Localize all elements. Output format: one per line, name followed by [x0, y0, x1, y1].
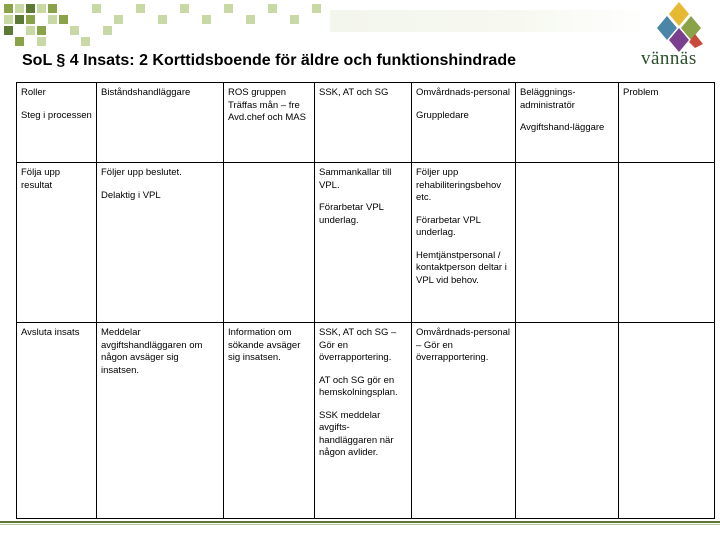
cell-text: Information om sökande avsäger sig insatsen. [228, 327, 301, 363]
page-title: SoL § 4 Insats: 2 Korttidsboende för äldre och funktionshindrade [22, 52, 516, 69]
decorative-square [37, 26, 46, 35]
table-cell [315, 323, 412, 519]
cell-text: Hemtjänstpersonal / kontaktperson deltar i VPL vid behov. [416, 249, 507, 286]
cell-text: Förarbetar VPL underlag. [319, 202, 384, 226]
table-cell [97, 323, 224, 519]
logo-text: vännäs [641, 48, 697, 69]
cell-text: Följa upp resultat [21, 167, 61, 191]
table-cell [224, 323, 315, 519]
cell-text: AT och SG gör en hemskolningsplan. [319, 374, 398, 398]
decorative-square [15, 4, 24, 13]
decorative-square [4, 26, 13, 35]
decorative-square [81, 37, 90, 46]
cell-text: Beläggnings-administratör [520, 87, 576, 111]
decorative-square [92, 4, 101, 13]
table-cell [412, 83, 516, 163]
decorative-square [312, 4, 321, 13]
table-cell [516, 163, 619, 323]
cell-text: Meddelar avgiftshandläggaren om någon avsäger sig insatsen. [101, 327, 203, 376]
cell-text: SSK, AT och SG – Gör en överrapportering. [319, 327, 397, 363]
decorative-square [15, 37, 24, 46]
cell-text: Roller [21, 87, 46, 98]
decorative-square [268, 4, 277, 13]
cell-text: Avsluta insats [21, 327, 80, 338]
decorative-square [15, 15, 24, 24]
table-cell [224, 83, 315, 163]
cell-text: Biståndshandläggare [101, 87, 191, 98]
cell-text: Följer upp rehabiliteringsbehov etc. [416, 167, 502, 203]
decorative-square [26, 26, 35, 35]
decorative-square [4, 4, 13, 13]
table-cell [412, 163, 516, 323]
decorative-square [37, 4, 46, 13]
table-cell [516, 83, 619, 163]
decorative-square [48, 4, 57, 13]
decorative-square [224, 4, 233, 13]
decorative-square [136, 4, 145, 13]
table-row [17, 163, 715, 323]
table-cell [412, 323, 516, 519]
decorative-square [114, 15, 123, 24]
footer-rule [0, 521, 720, 523]
table-cell [619, 163, 715, 323]
cell-text: Gruppledare [416, 109, 469, 121]
table-row [17, 83, 715, 163]
footer-rule-light [0, 524, 720, 525]
cell-text: Steg i processen [21, 109, 92, 121]
table-cell [17, 163, 97, 323]
cell-text: SSK meddelar avgifts-handläggaren när någon avlider. [319, 409, 394, 458]
table-cell [315, 83, 412, 163]
decorative-square [290, 15, 299, 24]
table-row [17, 323, 715, 519]
table-cell [224, 163, 315, 323]
cell-text: Förarbetar VPL underlag. [416, 214, 481, 238]
cell-text: Problem [623, 87, 659, 98]
table-cell [315, 163, 412, 323]
decorative-square [37, 37, 46, 46]
cell-text: Delaktig i VPL [101, 189, 161, 201]
table-cell [516, 323, 619, 519]
decorative-square [103, 26, 112, 35]
decorative-square [26, 15, 35, 24]
decorative-square [202, 15, 211, 24]
cell-text: Omvårdnads-personal – Gör en överrapportering. [416, 327, 510, 363]
decorative-square [180, 4, 189, 13]
table-cell [97, 163, 224, 323]
table-cell [619, 83, 715, 163]
decorative-square [70, 26, 79, 35]
decorative-square [246, 15, 255, 24]
table-cell [17, 83, 97, 163]
table-cell [619, 323, 715, 519]
cell-text: ROS gruppen Träffas mån – fre Avd.chef och MAS [228, 87, 306, 123]
decorative-square [26, 4, 35, 13]
process-table [16, 82, 715, 519]
cell-text: Följer upp beslutet. [101, 167, 182, 178]
table-cell [17, 323, 97, 519]
decorative-square [59, 15, 68, 24]
table-cell [97, 83, 224, 163]
cell-text: Omvårdnads-personal [416, 87, 510, 98]
cell-text: Avgiftshand-läggare [520, 122, 605, 133]
decorative-square [48, 15, 57, 24]
decorative-square [4, 15, 13, 24]
cell-text: Sammankallar till VPL. [319, 167, 392, 191]
decorative-square [158, 15, 167, 24]
decorative-header-band [330, 10, 650, 32]
cell-text: SSK, AT och SG [319, 87, 389, 98]
